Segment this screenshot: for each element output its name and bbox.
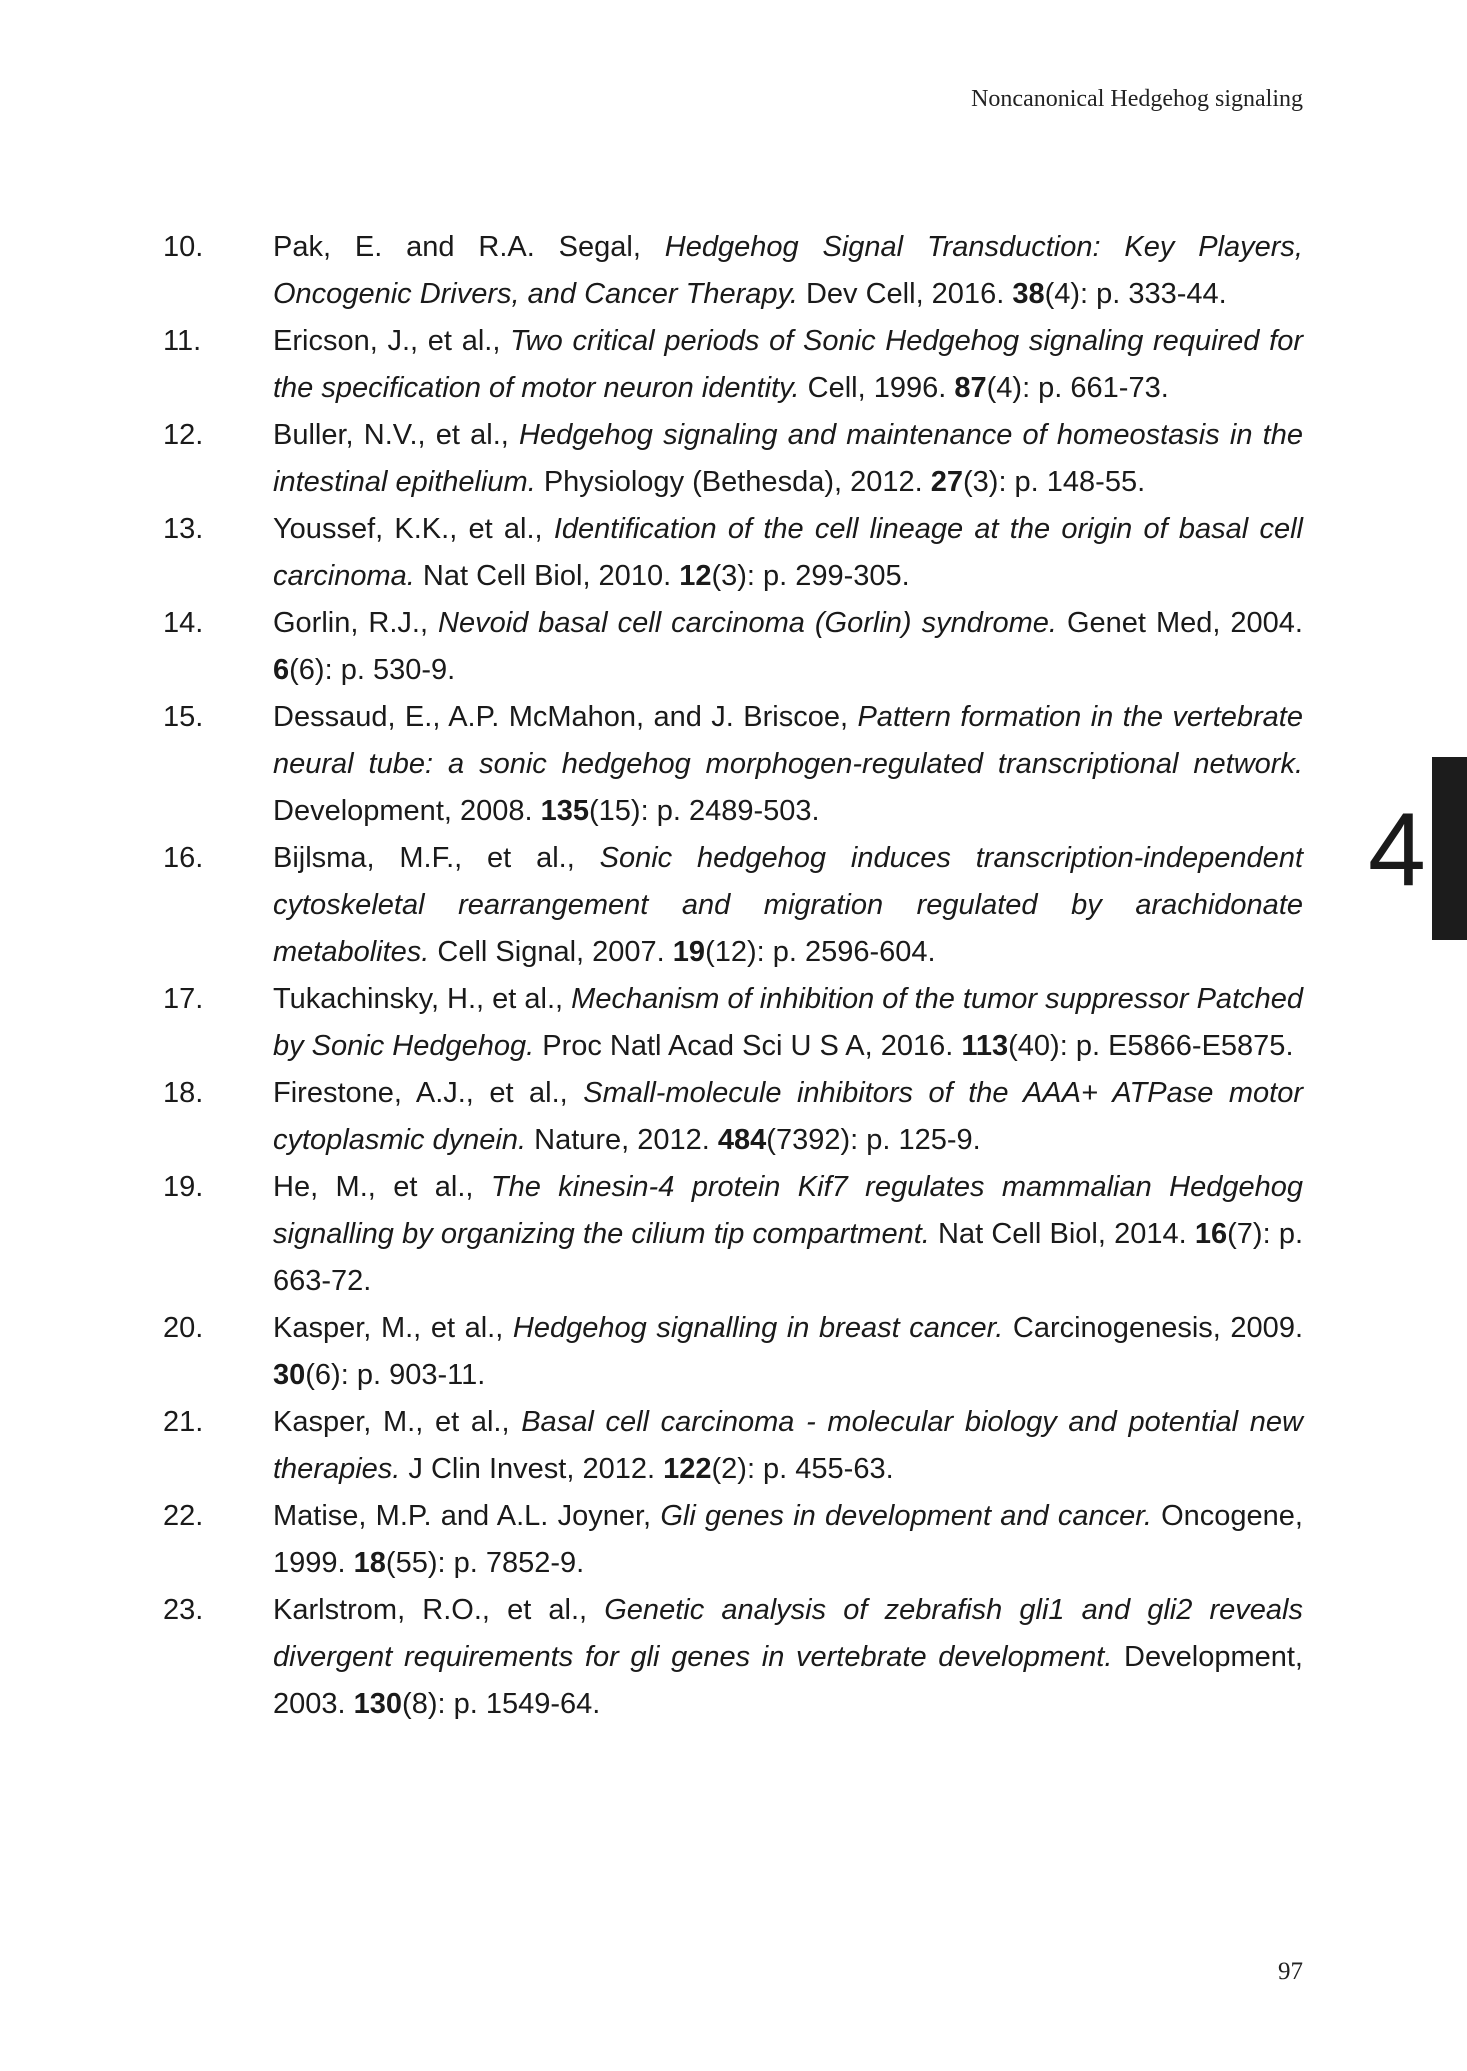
reference-pages: (6): p. 530-9. <box>289 654 456 686</box>
reference-text <box>273 224 1303 318</box>
reference-entry <box>163 1070 1303 1164</box>
reference-title: Hedgehog Signal Transduction: Key Players, Oncogenic Drivers, and Cancer Therapy. <box>273 231 1303 310</box>
reference-source: Nat Cell Biol, 2014. <box>929 1218 1195 1250</box>
reference-volume: 130 <box>353 1688 403 1720</box>
reference-text <box>273 1164 1303 1305</box>
reference-text <box>273 976 1303 1070</box>
reference-pages: (6): p. 903-11. <box>305 1359 486 1391</box>
reference-title: Hedgehog signalling in breast cancer. <box>512 1312 1004 1344</box>
reference-volume: 484 <box>717 1124 767 1156</box>
reference-pages: (4): p. 333-44. <box>1044 278 1227 310</box>
reference-number: 14. <box>163 607 204 639</box>
reference-source: Cell Signal, 2007. <box>429 936 673 968</box>
reference-text <box>273 1305 1303 1399</box>
reference-title: Sonic hedgehog induces transcription-independent cytoskeletal rearrangement and migration regulated by arachidonate metabolites. <box>273 842 1303 968</box>
reference-number: 10. <box>163 231 204 263</box>
reference-authors: Buller, N.V., et al., <box>273 419 520 451</box>
reference-pages: (3): p. 148-55. <box>963 466 1146 498</box>
reference-number: 16. <box>163 842 204 874</box>
reference-number: 22. <box>163 1500 204 1532</box>
reference-entry <box>163 412 1303 506</box>
reference-entry <box>163 694 1303 835</box>
reference-entry <box>163 600 1303 694</box>
reference-entry <box>163 224 1303 318</box>
reference-text <box>273 600 1303 694</box>
reference-authors: Ericson, J., et al., <box>273 325 511 357</box>
reference-number: 20. <box>163 1312 204 1344</box>
reference-pages: (7392): p. 125-9. <box>766 1124 981 1156</box>
reference-title: Mechanism of inhibition of the tumor suppressor Patched by Sonic Hedgehog. <box>273 983 1304 1062</box>
reference-title: Identification of the cell lineage at the origin of basal cell carcinoma. <box>273 513 1303 592</box>
reference-pages: (8): p. 1549-64. <box>402 1688 601 1720</box>
reference-entry <box>163 835 1303 976</box>
reference-title: Basal cell carcinoma - molecular biology and potential new therapies. <box>273 1406 1303 1485</box>
reference-volume: 6 <box>273 654 290 686</box>
reference-source: Physiology (Bethesda), 2012. <box>535 466 931 498</box>
reference-text <box>273 694 1303 835</box>
reference-title: Pattern formation in the vertebrate neural tube: a sonic hedgehog morphogen-regulated transcriptional network. <box>273 701 1303 780</box>
running-header: Noncanonical Hedgehog signaling <box>971 86 1303 112</box>
reference-authors: Bijlsma, M.F., et al., <box>273 842 600 874</box>
reference-source: Dev Cell, 2016. <box>797 278 1013 310</box>
reference-authors: Gorlin, R.J., <box>273 607 439 639</box>
reference-authors: Kasper, M., et al., <box>273 1406 522 1438</box>
reference-entry <box>163 318 1303 412</box>
reference-source: Development, 2008. <box>273 795 541 827</box>
reference-text <box>273 1399 1303 1493</box>
page-number: 97 <box>1278 1958 1303 1985</box>
reference-pages: (55): p. 7852-9. <box>385 1547 585 1579</box>
reference-entry <box>163 1305 1303 1399</box>
reference-authors: Dessaud, E., A.P. McMahon, and J. Briscoe, <box>273 701 858 733</box>
reference-volume: 16 <box>1194 1218 1228 1250</box>
reference-source: Oncogene, 1999. <box>273 1500 1303 1579</box>
reference-volume: 113 <box>961 1030 1009 1062</box>
reference-text <box>273 1587 1303 1728</box>
reference-number: 17. <box>163 983 204 1015</box>
reference-pages: (4): p. 661-73. <box>986 372 1169 404</box>
reference-entry <box>163 1164 1303 1305</box>
reference-volume: 30 <box>273 1359 306 1391</box>
reference-authors: Tukachinsky, H., et al., <box>273 983 572 1015</box>
reference-source: Genet Med, 2004. <box>1056 607 1303 639</box>
reference-authors: Pak, E. and R.A. Segal, <box>273 231 665 263</box>
reference-title: Two critical periods of Sonic Hedgehog signaling required for the specification of motor neuron identity. <box>273 325 1303 404</box>
reference-entry <box>163 1399 1303 1493</box>
reference-title: Gli genes in development and cancer. <box>660 1500 1152 1532</box>
reference-source: Carcinogenesis, 2009. <box>1003 1312 1303 1344</box>
reference-source: Nat Cell Biol, 2010. <box>414 560 680 592</box>
reference-entry <box>163 506 1303 600</box>
reference-text <box>273 506 1303 600</box>
chapter-tab <box>1432 757 1467 940</box>
reference-number: 15. <box>163 701 204 733</box>
reference-volume: 87 <box>954 372 987 404</box>
reference-text <box>273 1070 1303 1164</box>
reference-authors: Karlstrom, R.O., et al., <box>273 1594 605 1626</box>
reference-number: 19. <box>163 1171 204 1203</box>
reference-text <box>273 1493 1303 1587</box>
reference-title: Small-molecule inhibitors of the AAA+ ATPase motor cytoplasmic dynein. <box>273 1077 1303 1156</box>
reference-text <box>273 318 1303 412</box>
reference-title: The kinesin-4 protein Kif7 regulates mammalian Hedgehog signalling by organizing the cilium tip compartment. <box>273 1171 1303 1250</box>
reference-number: 23. <box>163 1594 204 1626</box>
reference-number: 21. <box>163 1406 204 1438</box>
reference-volume: 38 <box>1012 278 1045 310</box>
reference-pages: (3): p. 299-305. <box>711 560 910 592</box>
reference-volume: 122 <box>663 1453 712 1485</box>
reference-source: Nature, 2012. <box>526 1124 718 1156</box>
reference-source: Proc Natl Acad Sci U S A, 2016. <box>534 1030 962 1062</box>
reference-number: 18. <box>163 1077 204 1109</box>
reference-volume: 18 <box>353 1547 386 1579</box>
reference-source: Cell, 1996. <box>799 372 955 404</box>
reference-entry <box>163 976 1303 1070</box>
reference-volume: 19 <box>672 936 706 968</box>
reference-list <box>163 224 1303 1728</box>
reference-source: Development, 2003. <box>273 1641 1303 1720</box>
reference-volume: 135 <box>540 795 590 827</box>
reference-authors: He, M., et al., <box>273 1171 491 1203</box>
reference-pages: (40): p. E5866-E5875. <box>1008 1030 1294 1062</box>
reference-volume: 27 <box>930 466 963 498</box>
reference-authors: Kasper, M., et al., <box>273 1312 513 1344</box>
reference-pages: (12): p. 2596-604. <box>705 936 936 968</box>
reference-authors: Firestone, A.J., et al., <box>273 1077 584 1109</box>
reference-number: 13. <box>163 513 204 545</box>
reference-entry <box>163 1587 1303 1728</box>
reference-text <box>273 835 1303 976</box>
reference-volume: 12 <box>679 560 712 592</box>
chapter-number: 4 <box>1368 792 1426 908</box>
reference-pages: (2): p. 455-63. <box>711 1453 894 1485</box>
reference-title: Nevoid basal cell carcinoma (Gorlin) syndrome. <box>438 607 1057 639</box>
reference-number: 12. <box>163 419 204 451</box>
reference-title: Genetic analysis of zebrafish gli1 and gli2 reveals divergent requirements for gli genes in vertebrate development. <box>273 1594 1303 1673</box>
reference-title: Hedgehog signaling and maintenance of homeostasis in the intestinal epithelium. <box>273 419 1303 498</box>
reference-pages: (15): p. 2489-503. <box>589 795 820 827</box>
reference-text <box>273 412 1303 506</box>
reference-pages: (7): p. 663-72. <box>273 1218 1303 1297</box>
reference-authors: Matise, M.P. and A.L. Joyner, <box>273 1500 661 1532</box>
reference-number: 11. <box>163 325 202 357</box>
reference-entry <box>163 1493 1303 1587</box>
reference-source: J Clin Invest, 2012. <box>400 1453 664 1485</box>
reference-authors: Youssef, K.K., et al., <box>273 513 554 545</box>
